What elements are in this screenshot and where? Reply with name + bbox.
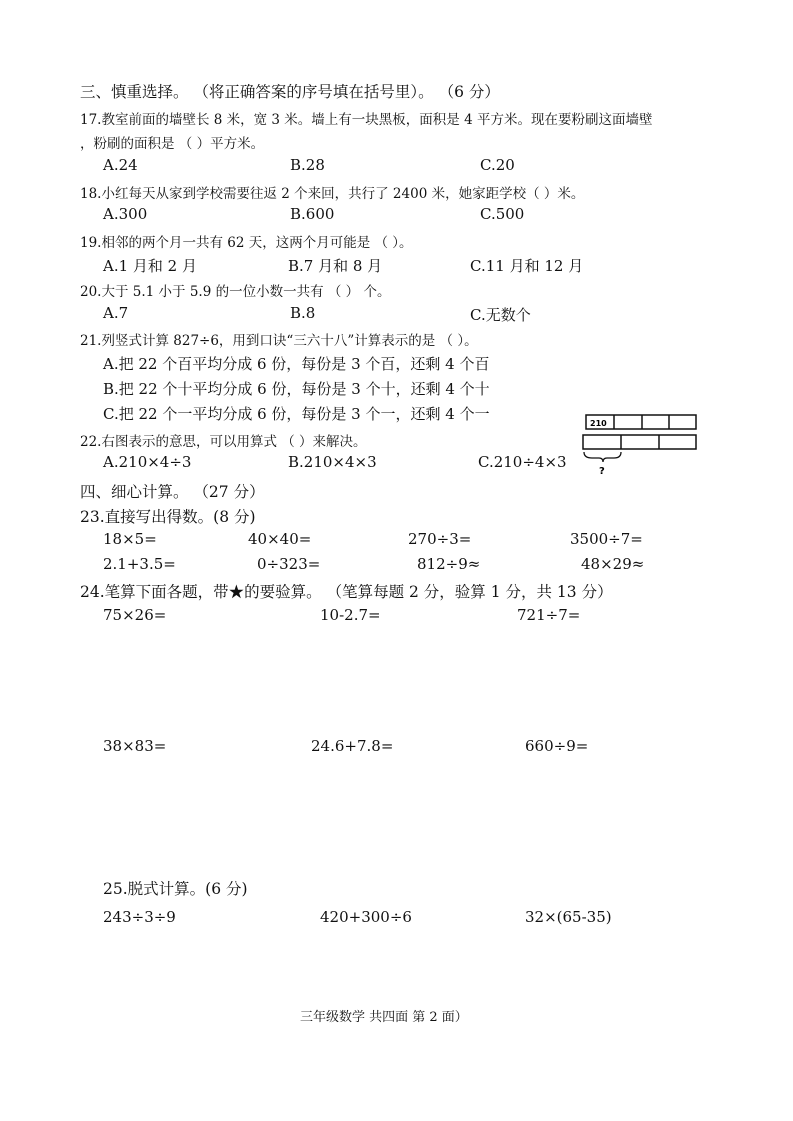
q20-option-c: C.无数个 [470,306,531,324]
q19-text: 19.相邻的两个月一共有 62 天，这两个月可能是 （ ）。 [80,235,413,251]
q17-option-c: C.20 [480,156,515,174]
q24-item: 660÷9= [525,737,589,755]
section4-title: 四、细心计算。 （27 分） [80,483,265,501]
q22-option-a: A.210×4÷3 [103,453,192,471]
q17-option-a: A.24 [103,156,138,174]
q21-option-c: C.把 22 个一平均分成 6 份，每份是 3 个一，还剩 4 个一 [103,405,490,423]
q18-option-b: B.600 [290,205,335,223]
q22-text: 22.右图表示的意思，可以用算式 （ ）来解决。 [80,434,367,450]
q18-text: 18.小红每天从家到学校需要往返 2 个来回，共行了 2400 米，她家距学校（ ）米。 [80,186,585,202]
q22-option-b: B.210×4×3 [288,453,377,471]
page-footer: 三年级数学 共四面 第 2 面） [300,1010,468,1025]
q24-item: 10-2.7= [320,606,381,624]
q25-item: 420+300÷6 [320,908,412,926]
q24-item: 24.6+7.8= [311,737,394,755]
q21-option-a: A.把 22 个百平均分成 6 份，每份是 3 个百，还剩 4 个百 [103,355,490,373]
q23-item: 0÷323= [257,555,321,573]
q20-option-a: A.7 [103,304,129,322]
q23-item: 48×29≈ [581,555,645,573]
q23-item: 270÷3= [408,530,472,548]
top-bar-label: 210 [590,419,607,428]
q18-option-a: A.300 [103,205,148,223]
q19-option-a: A.1 月和 2 月 [103,257,197,275]
q20-option-b: B.8 [290,304,316,322]
q21-option-b: B.把 22 个十平均分成 6 份，每份是 3 个十，还剩 4 个十 [103,380,490,398]
bottom-bar [583,435,696,449]
q22-option-c: C.210÷4×3 [478,453,567,471]
q23-item: 2.1+3.5= [103,555,176,573]
q17-text-line1: 17.教室前面的墙壁长 8 米，宽 3 米。墙上有一块黑板，面积是 4 平方米。现在要粉刷这面墙壁 [80,112,653,128]
q19-option-c: C.11 月和 12 月 [470,257,584,275]
q23-item: 40×40= [248,530,312,548]
q23-item: 3500÷7= [570,530,643,548]
q23-item: 812÷9≈ [417,555,481,573]
brace [584,452,621,462]
q24-item: 38×83= [103,737,167,755]
q22-bar-diagram [580,412,702,478]
q17-text-line2: ，粉刷的面积是 （ ）平方米。 [80,136,265,152]
q24-title: 24.笔算下面各题，带★的要验算。 （笔算每题 2 分，验算 1 分，共 13 分） [80,583,613,601]
section3-title: 三、慎重选择。 （将正确答案的序号填在括号里）。 （6 分） [80,83,500,101]
q25-title: 25.脱式计算。(6 分) [103,880,248,898]
q23-item: 18×5= [103,530,157,548]
q20-text: 20.大于 5.1 小于 5.9 的一位小数一共有 （ ） 个。 [80,284,391,300]
q24-item: 721÷7= [517,606,581,624]
q25-item: 32×(65-35) [525,908,612,926]
q18-option-c: C.500 [480,205,525,223]
q23-title: 23.直接写出得数。(8 分) [80,508,256,526]
q21-text: 21.列竖式计算 827÷6，用到口诀“三六十八”计算表示的是 （ ）。 [80,333,478,349]
q24-item: 75×26= [103,606,167,624]
q19-option-b: B.7 月和 8 月 [288,257,383,275]
q17-option-b: B.28 [290,156,325,174]
q25-item: 243÷3÷9 [103,908,176,926]
question-mark: ? [599,466,605,477]
